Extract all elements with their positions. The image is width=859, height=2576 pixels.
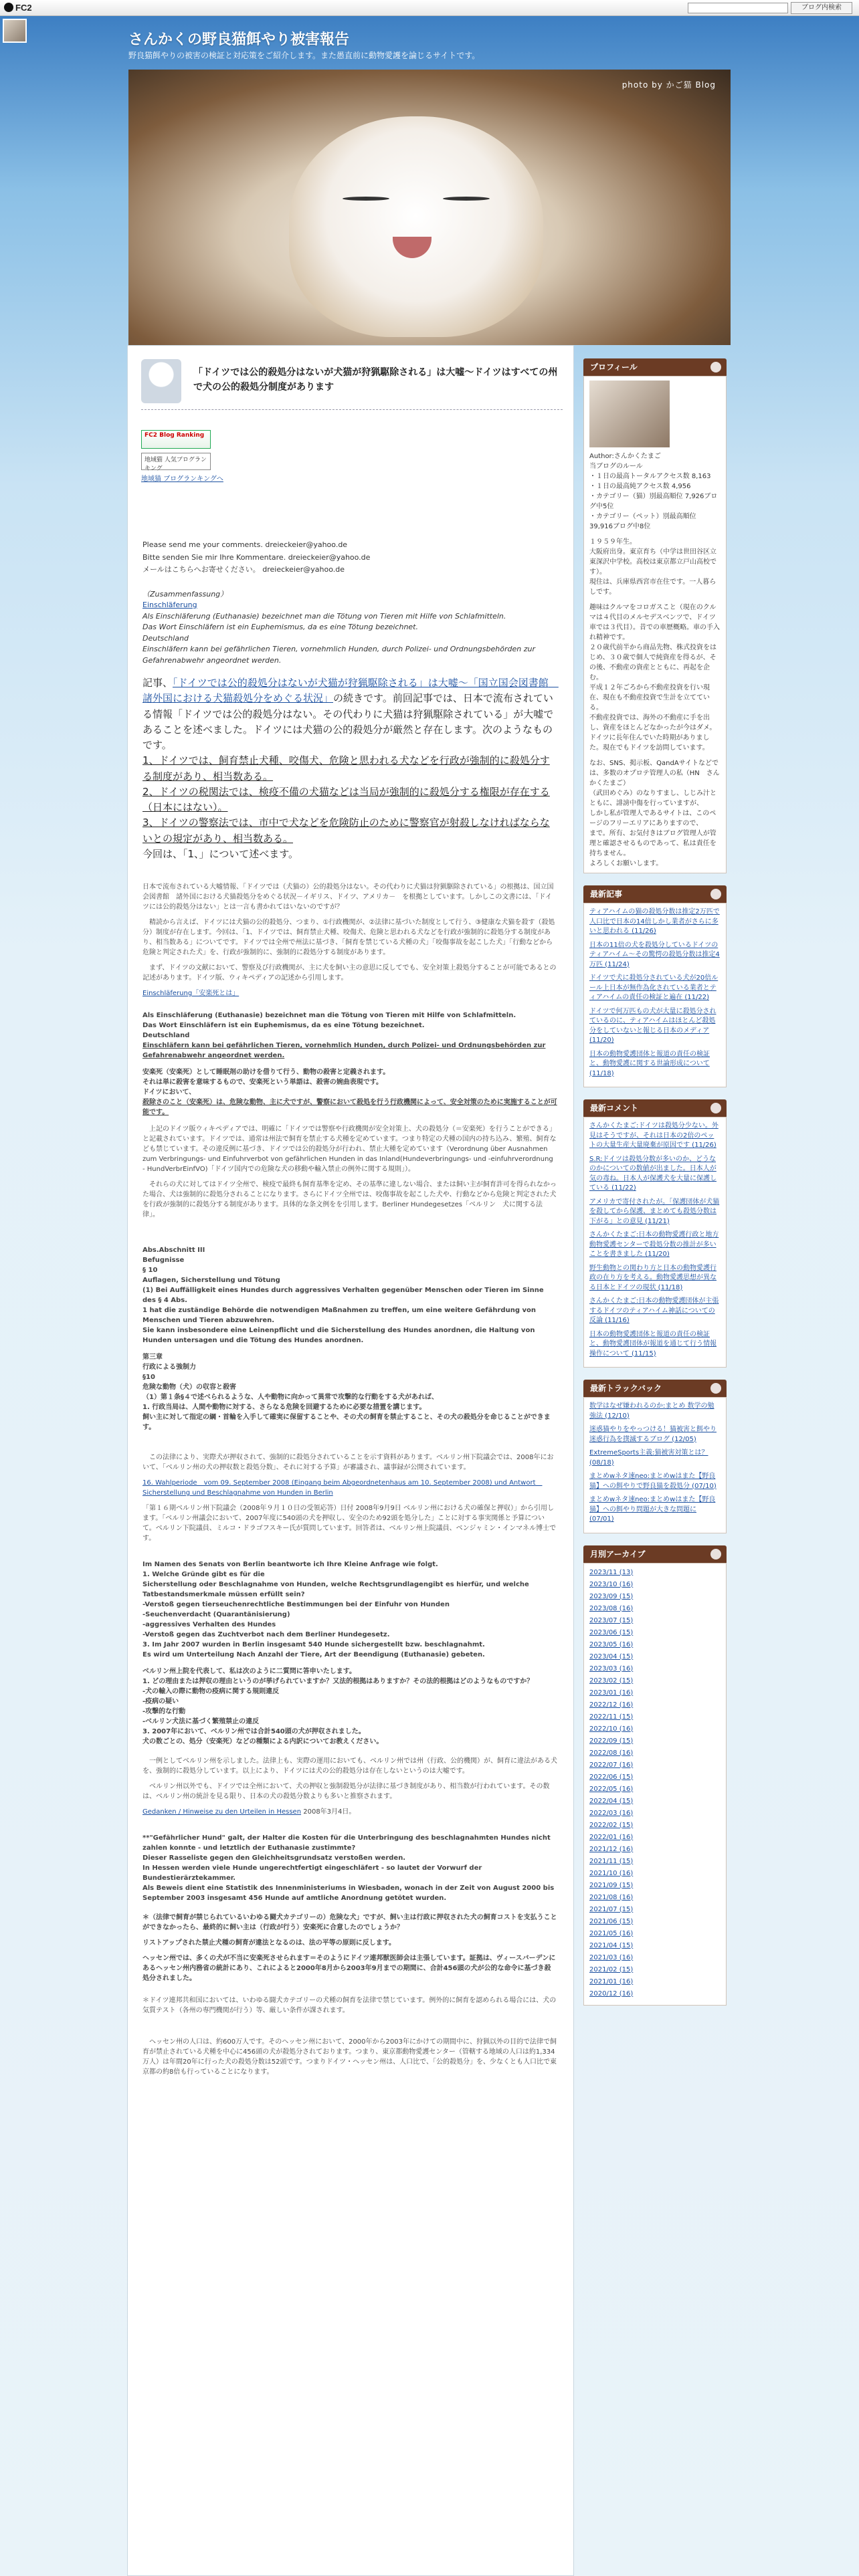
trackback-heading-text: 最新トラックバック	[590, 1384, 662, 1393]
jp-translation-2	[142, 1913, 557, 1983]
qa-line: Es wird um Unterteilung Nach Anzahl der Tiere, Art der Beendigung (Euthanasie) gebeten.	[142, 1651, 485, 1658]
recent-entry-link[interactable]: ドイツで何万匹もの犬が大量に殺処分されているのに、ティアハイムはほとんど殺処分をしていないと報じる日本のメディア (11/20)	[589, 1007, 717, 1044]
law-quote	[142, 1245, 557, 1346]
archive-month-link[interactable]: 2022/11 (15)	[589, 1713, 634, 1721]
archive-heading-text: 月別アーカイブ	[590, 1549, 646, 1559]
blog-title[interactable]: さんかくの野良猫餌やり被害報告	[128, 31, 350, 48]
fc2-ranking-badge[interactable]: FC2 Blog Ranking	[141, 430, 211, 449]
paw-icon	[710, 362, 721, 372]
cat-eye-left	[343, 197, 389, 201]
profile-line: 大阪府出身。東京育ち（中学は世田谷区立東深沢中学校。高校は東京都立戸山高校です）。	[589, 548, 717, 576]
law-jp-line: 第三章	[142, 1354, 163, 1361]
qa-line: Im Namen des Senats von Berlin beantworte ich Ihre Kleine Anfrage wie folgt.	[142, 1561, 438, 1568]
jp-section-3	[142, 1453, 557, 1543]
contact-line: Please send me your comments. dreieckeier@yahoo.de	[142, 540, 348, 549]
paw-icon	[710, 1103, 721, 1113]
profile-line: ２０歳代前半から商品先物、株式投資をはじめ、３０歳で個人で純資産を得るが、その後、不動産の資産とともに、再起を企む。	[589, 644, 717, 681]
law-line: (1) Bei Auffälligkeit eines Hundes durch aggressives Verhalten gegenüber Menschen oder Tieren im Sinne des § 4 Abs.	[142, 1287, 544, 1304]
archive-month-link[interactable]: 2023/03 (16)	[589, 1665, 634, 1673]
qa-jp-line: -ベルリン犬法に基づく繁殖禁止の違反	[142, 1718, 260, 1725]
cat-eye-right	[443, 197, 490, 201]
comment-link[interactable]: アメリカで寄付されたが。「保護団体が犬猫を殺してから保護、まとめても殺処分数は下がる」との意見 (11/21)	[589, 1198, 720, 1225]
recent-entry-link[interactable]: 日本の動物愛護団体と報道の責任の検証と、動物愛護に関する世論形成について (11/18)	[589, 1050, 710, 1077]
law-line: § 10	[142, 1267, 158, 1274]
paragraph: 日本で流布されている大嘘情報、「ドイツでは（犬猫の）公的殺処分はない。その代わりに犬猫は狩猟駆除されている」の根拠は、国立国会図書館 諸外国における犬猫殺処分をめぐる状況－イギリス、ドイツ、アメリカ－ を根拠としています。しかしこの文書には、「ドイツには公的殺処分はない」とは一言も書かれてはいないのですが？	[142, 883, 554, 911]
qa-de-block	[142, 1560, 557, 1660]
archive-month-link[interactable]: 2022/01 (16)	[589, 1833, 634, 1841]
summary-line: Einschläfern kann bei gefährlichen Tieren, vornehmlich Hunden, durch Polizei- und Ordnungsbehörden zur Gefahrenabwehr angeordnet werden.	[142, 645, 535, 665]
comment-link[interactable]: さんかくたまご:日本の動物愛護行政と地方動物愛護センターで殺処分数の推計が多いことを書きました (11/20)	[589, 1231, 719, 1258]
archive-month-link[interactable]: 2023/10 (16)	[589, 1580, 634, 1588]
archive-month-link[interactable]: 2023/07 (15)	[589, 1616, 634, 1624]
archive-month-link[interactable]: 2021/11 (15)	[589, 1857, 634, 1865]
profile-line: ・カテゴリー（ペット）別最高順位 39,916ブログ中8位	[589, 513, 696, 530]
profile-line: 平成１２年ごろから不動産投資を行い現在、現在も不動産投資で生計を立てている。	[589, 684, 710, 712]
law-jp-line: §10	[142, 1374, 155, 1381]
comment-link[interactable]: 野生動物との関わり方と日本の動物愛護行政の在り方を考える。動物愛護思想が異なる日本とドイツの現状 (11/18)	[589, 1264, 717, 1291]
archive-month-link[interactable]: 2022/06 (15)	[589, 1773, 634, 1781]
profile-text	[589, 451, 721, 869]
archive-month-link[interactable]: 2021/01 (16)	[589, 1977, 634, 1985]
sidebar	[583, 345, 727, 2576]
trackback-link[interactable]: まとめwネタ速neo:まとめwはまた【野良猫】への餌やりで野良猫を殺処分 (07/10)	[589, 1473, 717, 1490]
law-jp-line: 飼い主に対して指定の綱・首輪を入手して確実に保留することや、その犬の飼育を禁止すること、その犬の殺処分を命じることができます。	[142, 1414, 551, 1431]
blog-avatar[interactable]	[3, 19, 27, 43]
summary-link[interactable]: Einschläferung	[142, 601, 197, 609]
quote-line: Einschläfern kann bei gefährlichen Tieren, vornehmlich Hunden, durch Polizei- und Ordnungsbehörden zur Gefahrenabwehr angeordnet werden.	[142, 1042, 546, 1059]
comment-link[interactable]: 日本の動物愛護団体と報道の責任の検証と、動物愛護団体が報道を通じて行う情報操作について (11/15)	[589, 1330, 717, 1358]
translation-line: ヘッセン州では、多くの犬が不当に安楽死させられます＝そのようにドイツ連邦獣医師会は主張しています。証拠は、ヴィースバーデンにあるヘッセン州内務省の統計にあり、これによると2000年8月から2003年9月までの期間に、合計456頭の犬が公的な命令に基づき殺処分されました。	[142, 1955, 556, 1982]
archive-month-link[interactable]: 2021/09 (15)	[589, 1881, 634, 1889]
law-jp-line: 行政による強制力	[142, 1364, 196, 1371]
archive-month-link[interactable]: 2021/02 (15)	[589, 1965, 634, 1973]
archive-month-link[interactable]: 2022/09 (15)	[589, 1737, 634, 1745]
profile-line: 当ブログのルール	[589, 463, 643, 470]
qa-line: 1. Welche Gründe gibt es für die	[142, 1571, 265, 1578]
paw-icon	[710, 1549, 721, 1560]
qa-jp-line: -疫病の疑い	[142, 1698, 179, 1705]
berlin-parliament-link[interactable]: 16. Wahlperiode vom 09. September 2008 (Eingang beim Abgeordnetenhaus am 10. September 2008) und Antwort Sicherstellung und Beschlagnahme von Hunden in Berlin	[142, 1479, 543, 1497]
law-line: Befugnisse	[142, 1257, 185, 1264]
trackback-link[interactable]: ExtremeSports主義:猫被害対策とは？ (08/18)	[589, 1449, 708, 1467]
recent-entry-link[interactable]: 日本の11倍の犬を殺処分しているドイツのティアハイム～その驚愕の殺処分数は推定4万匹 (11/24)	[589, 941, 720, 968]
date-text: 2008年3月4日。	[303, 1808, 356, 1816]
translation-line: リストアップされた禁止犬種の飼育が違法となるのは、法の平等の原則に反します。	[142, 1939, 395, 1947]
profile-line	[589, 532, 721, 537]
profile-heading-text: プロフィール	[590, 362, 638, 372]
translation-line: ＊（法律で飼育が禁じられているいわゆる闘犬カテゴリーの）危険な犬」ですが、飼い主は行政に押収された犬の飼育コストを支払うことができなかったら、最終的に飼い主は（行政が行う）安楽死に合意したのでしょうか？	[142, 1914, 557, 1931]
blog-header	[127, 20, 729, 75]
trackback-link[interactable]: まとめwネタ速neo:まとめwはまた【野良猫】への餌やり問題が大きな問題に (07/01)	[589, 1496, 716, 1523]
profile-line	[589, 597, 721, 603]
intro-outro: 今回は、「1、」について述べます。	[142, 847, 299, 860]
paragraph: 精読から言えば、ドイツには犬猫の公的殺処分、つまり、①行政機関が、②法律に基づいた制度として行う、③健康な犬猫を殺す（殺処分）制度が存在します。今回は、「1、ドイツでは、飼育禁止犬種、咬傷犬、危険と思われる犬などを行政が強制的に殺処分する制度があり、相当数ある」についてです。ドイツでは全州で州法に基づき、「飼育を禁じている犬種の犬」「咬傷事故を起こした犬」「行動などから危険と判定された犬」を、行政が強制的に、強制的に殺処分する制度があります。	[142, 919, 555, 956]
paragraph: この法律により、実際犬が押収されて、強制的に殺処分されていることを示す資料があります。ベルリン州下院議会では、2008年において、「ベルリン州の犬の押収数と殺処分数」、それに対する予算」が審議され、議事録が公開されています。	[142, 1454, 554, 1471]
quote-line: **"Gefährlicher Hund" galt, der Halter die Kosten für die Unterbringung des beschlagnahmten Hundes nicht zahlen konnte - und letztlich der Euthanasie zustimmte?	[142, 1834, 551, 1852]
law-line: 1 hat die zuständige Behörde die notwendigen Maßnahmen zu treffen, um eine weitere Gefährdung von Menschen und Tieren abzuwehren.	[142, 1307, 536, 1324]
jp-translation-1	[142, 1067, 557, 1117]
comment-link[interactable]: S.R:ドイツは殺処分数が多いのか、どうなのかについての数値が出ました。日本人が気の毒ね。日本人が保護犬を大量に保護している (11/22)	[589, 1155, 717, 1192]
quote-line: Als Einschläferung (Euthanasie) bezeichnet man die Tötung von Tieren mit Hilfe von Schlafmitteln.	[142, 1012, 516, 1019]
profile-line: ドイツに長年住んでいた時期がありました。現在でもドイツを訪問しています。	[589, 734, 710, 752]
qa-line: Sicherstellung oder Beschlagnahme von Hunden, welche Rechtsgrundlagengibt es hierfür, und welche Tatbestandsmerkmale müssen erfüllt sein?	[142, 1581, 529, 1598]
contact-block	[142, 540, 557, 576]
profile-avatar[interactable]	[589, 381, 670, 447]
archive-month-link[interactable]: 2022/05 (16)	[589, 1785, 634, 1793]
archive-month-link[interactable]: 2021/05 (16)	[589, 1929, 634, 1937]
recent-entry-link[interactable]: ティアハイムの猫の殺処分数は推定2万匹で人口比で日本の14倍しかし業者がさらに多いと思われる (11/26)	[589, 908, 720, 935]
recent-trackbacks	[583, 1397, 727, 1533]
profile-box	[583, 376, 727, 873]
profile-line: ・１日の最高純アクセス数 4,956	[589, 483, 691, 490]
photo-credit[interactable]: photo by かご猫 Blog	[622, 80, 716, 90]
quote-line: Dieser Rasseliste gegen den Gleichheitsgrundsatz verstoßen werden.	[142, 1854, 406, 1862]
fc2-toolbar	[0, 0, 859, 16]
quote-line: In Hessen werden viele Hunde ungerechtfertigt eingeschläfert - so lautet der Vorwurf der Bundestierärztekammer.	[142, 1864, 482, 1882]
trackback-link[interactable]: 迷惑猫やりをやっつける！猫被害と餌やり迷惑行為を撲滅するブログ (12/05)	[589, 1426, 717, 1443]
summary-heading: （Zusammenfassung）	[142, 589, 228, 599]
intro-block	[142, 675, 557, 862]
translation-line: 安楽死（安楽死）として睡眠剤の助けを借りて行う、動物の殺害と定義されます。	[142, 1069, 390, 1076]
archive-month-link[interactable]: 2022/04 (15)	[589, 1797, 634, 1805]
law-translation	[142, 1352, 557, 1432]
archive-month-link[interactable]: 2023/01 (16)	[589, 1689, 634, 1697]
intro-text: 記事、	[142, 677, 173, 689]
trackback-heading	[583, 1380, 727, 1397]
point-3: 3、ドイツの警察法では、市中で犬などを危険防止のために警察官が射殺しなければならないとの規定があり、相当数ある。	[142, 817, 550, 845]
profile-line: （武田めぐみ）のなりすまし、しじみ汁とともに、誹謗中傷を行っていますが、	[589, 790, 717, 807]
jp-section-5	[142, 1996, 557, 2077]
archive-month-link[interactable]: 2021/03 (16)	[589, 1953, 634, 1961]
paragraph: ベルリン州以外でも、ドイツでは全州において、犬の押収と強制殺処分が法律に基づき制度があり、相当数が行われています。その数は、ベルリン州の統計を見る限り、日本の犬の殺処分数よりも多いと推察されます。	[142, 1783, 550, 1800]
qa-line: -Verstoß gegen tierseuchenrechtliche Bestimmungen bei der Einfuhr von Hunden	[142, 1601, 450, 1608]
archive-month-link[interactable]: 2023/05 (16)	[589, 1640, 634, 1648]
profile-line: 不動産投資では、海外の不動産に手を出し、資産をほとんどなかったが今はダメ。	[589, 714, 717, 732]
paragraph: ヘッセン州の人口は、約600万人です。そのヘッセン州において、2000年から2003年にかけての期間中に、狩猟以外の目的で法律で飼育が禁止されている犬種を中心に456頭の犬が殺処分されております。つまり、東京都動物愛護センター（管轄する地域の人口は約1,334万人）は年間20年に行った犬の殺処分数は52頭です。つまりドイツ・ヘッセン州は、人口比で、「公的殺処分」を、少なくとも人口比で東京都の約8倍も行っていることになります。	[142, 2038, 557, 2076]
qa-jp-line: -犬の輸入の際に動物の疫病に関する規則違反	[142, 1688, 280, 1695]
recent-entries	[583, 903, 727, 1087]
law-line: Auflagen, Sicherstellung und Tötung	[142, 1277, 280, 1284]
comment-link[interactable]: さんかくたまご:日本の動物愛護団体が主張するドイツのティアハイム神話についての反論 (11/16)	[589, 1297, 719, 1324]
archive-month-link[interactable]: 2023/06 (15)	[589, 1628, 634, 1636]
archive-month-link[interactable]: 2023/09 (15)	[589, 1592, 634, 1600]
archive-month-link[interactable]: 2021/08 (16)	[589, 1893, 634, 1901]
profile-line: １９５９年生。	[589, 538, 636, 546]
entry-icon	[141, 359, 181, 403]
profile-line: Author:さんかくたまご	[589, 453, 661, 460]
trackback-link[interactable]: 数学はなぜ嫌われるのか:まとめ 数学の勉強法 (12/10)	[589, 1402, 714, 1420]
contact-line: Bitte senden Sie mir Ihre Kommentare. dreieckeier@yahoo.de	[142, 552, 371, 562]
profile-line: 現住は、兵庫県西宮市在住です。一人暮らしです。	[589, 578, 717, 596]
quote-line: Das Wort Einschläfern ist ein Euphemismus, da es eine Tötung bezeichnet.	[142, 1022, 425, 1029]
comment-link[interactable]: さんかくたまご:ドイツは殺処分少ない。外見はそうですが、それは日本の2倍のペットの大量生産大量廃棄が原因です (11/26)	[589, 1122, 719, 1149]
recent-comments	[583, 1117, 727, 1368]
comments-heading-text: 最新コメント	[590, 1103, 639, 1113]
profile-line: しかし私が管理人であるサイトは、このページのフリーエリアにありますので、	[589, 810, 717, 827]
qa-jp-line: ベルリン州上院を代表して、私は次のように二質問に答申いたします。	[142, 1668, 356, 1675]
law-line: Sie kann insbesondere eine Leinenpflicht und die Sicherstellung des Hundes anordnen, die Haltung von Hunden untersagen und die Tötung des Hundes anordnen.	[142, 1327, 535, 1344]
qa-line: -Seuchenverdacht (Quarantänisierung)	[142, 1611, 290, 1618]
archive-month-link[interactable]: 2023/04 (15)	[589, 1652, 634, 1660]
law-line: Abs.Abschnitt III	[142, 1247, 205, 1254]
recent-entry-link[interactable]: ドイツで犬に殺処分されている犬が20倍ルール上日本が無作為化されている業者とティアハイムの責任の検証と遍在 (11/22)	[589, 974, 719, 1001]
law-jp-line: 1. 行政当局は、人間や動物に対する、さらなる危険を回避するために必要な措置を講じます。	[142, 1404, 426, 1411]
archive-month-link[interactable]: 2022/07 (16)	[589, 1761, 634, 1769]
archive-month-link[interactable]: 2021/12 (16)	[589, 1845, 634, 1853]
quote-line: Deutschland	[142, 1032, 190, 1039]
archive-month-link[interactable]: 2021/06 (15)	[589, 1917, 634, 1925]
translation-line: ドイツにおいて、	[142, 1089, 196, 1096]
summary-line: Das Wort Einschläfern ist ein Euphemismus, da es eine Tötung bezeichnet.	[142, 623, 418, 631]
paragraph: 「第１６期ベルリン州下院議会（2008年９月１０日の受領応答）日付 2008年9月9日 ベルリン州における犬の確保と押収）」から引用します。「ベルリン州議会において、2007年度に540頭の犬を押収し、安全のため92頭を処分した」ことに対する事実関係と予算について。ベルリン下院議員、ミルコ・ドラゴフスキー氏が質問しています。回答者は、ベルリン州上院議員、ベンジャミン・インマネル博士です。	[142, 1505, 557, 1542]
profile-line: 趣味はクルマをコロガスこと（現在のクルマは４代目のメルセデスベンツで、ドイツ車では３代目）。昔での車歴概略。車の手入れ精神です。	[589, 604, 720, 641]
entry-header	[141, 359, 563, 410]
contact-line: メールはこちらへお寄せください。 dreieckeier@yahoo.de	[142, 565, 345, 574]
paragraph: 一例としてベルリン州を示しました。法律上も、実際の運用においても、ベルリン州では州（行政、公的機関）が、飼育に違法がある犬を、強制的に殺処分しています。以上により、ドイツには犬の公的殺処分は存在しないというのは大嘘です。	[142, 1757, 557, 1775]
profile-line: よろしくお願いします。	[589, 860, 663, 867]
chiikineko-ranking-badge[interactable]: 地域猫 人気ブログランキング	[141, 453, 211, 470]
quote-line: Als Beweis dient eine Statistik des Innenministeriums in Wiesbaden, wonach in der Zeit von August 2000 bis September 2003 insgesamt 456 Hunde auf amtliche Anordnung getötet wurden.	[142, 1885, 555, 1902]
de-quote-2	[142, 1833, 557, 1903]
jp-section-4	[142, 1756, 557, 1817]
recent-heading	[583, 885, 727, 903]
de-quote-1	[142, 1010, 557, 1061]
qa-jp-line: 犬の数ごとの、処分（安楽死）などの種類による内訳についてお教えください。	[142, 1738, 383, 1745]
fc2-logo[interactable]: FC2	[4, 3, 32, 13]
archive-month-link[interactable]: 2021/10 (16)	[589, 1869, 634, 1877]
translation-line: 殺除さのこと（安楽死）は、危険な動物、主に犬ですが、警察において殺処を行う行政機関によって、安全対策のために実施することが可能です。	[142, 1099, 557, 1116]
ranking-link[interactable]: 地域猫 ブログランキングへ	[141, 475, 223, 483]
profile-line: なお、SNS、掲示板、QandAサイトなどでは、多数のオプロテ管理人の私（HN さんかくたまご）	[589, 760, 720, 787]
cat-photo	[289, 116, 543, 337]
law-jp-line: 危険な動物（犬）の収容と殺害	[142, 1384, 236, 1391]
archive-month-link[interactable]: 2022/10 (16)	[589, 1725, 634, 1733]
paragraph: ＊ドイツ連邦共和国においては、いわゆる闘犬カテゴリーの犬種の飼育を法律で禁じています。例外的に飼育を認められる場合には、犬の気質テスト（各州の専門機関が行う）等、厳しい条件が課されます。	[142, 1997, 557, 2014]
archive-month-link[interactable]: 2022/08 (16)	[589, 1749, 634, 1757]
hessen-ruling-link[interactable]: Gedanken / Hinweise zu den Urteilen in Hessen	[142, 1808, 302, 1816]
paw-icon	[710, 1383, 721, 1394]
point-1: 1、ドイツでは、飼育禁止犬種、咬傷犬、危険と思われる犬などを行政が強制的に殺処分する制度があり、相当数ある。	[142, 754, 550, 782]
jp-section-1	[142, 882, 557, 998]
entry-body	[142, 540, 557, 2082]
archive-heading	[583, 1545, 727, 1563]
blog-search-input[interactable]	[688, 3, 788, 13]
qa-line: -Verstoß gegen das Zuchtverbot nach dem Berliner Hundegesetz.	[142, 1631, 390, 1638]
hero-image	[128, 70, 731, 345]
archive-month-link[interactable]: 2023/11 (13)	[589, 1568, 634, 1576]
archive-month-link[interactable]: 2023/02 (15)	[589, 1677, 634, 1685]
ranking-banners	[141, 430, 255, 483]
fc2-logo-icon	[4, 3, 13, 12]
entry-title[interactable]: 「ドイツでは公的殺処分はないが犬猫が狩猟駆除される」は大嘘～ドイツはすべての州で犬の公的殺処分制度があります	[193, 367, 558, 393]
paragraph: 上記のドイツ版ウィキペディアでは、明確に「ドイツでは警察や行政機関が安全対策上、犬の殺処分（＝安楽死）を行うことができる」と記載されています。ドイツでは、通常は州法で飼育を禁止する犬種を定めています。つまり特定の犬種の国内の持ち込み、繁殖、飼育なども禁じています。その違反例に基づき、ドイツでは公的殺処分が行われ、禁止大種を定めています（Verordnung über Ausnahmen zum Verbringungs- und Einfuhrverbot von gefährlichen Hunden in das Inland(Hundeverbringungs- und -einfuhrverordnung - HundVerbrEinfVO)「ドイツ国内での危険な犬の移動や輸入禁止の例外に関する規則」）。	[142, 1125, 557, 1173]
blog-description: 野良猫餌やりの被害の検証と対応策をご紹介します。また愚直前に動物愛護を論じるサイトです。	[128, 51, 480, 60]
archive-month-link[interactable]: 2021/04 (15)	[589, 1941, 634, 1949]
main-column	[127, 345, 574, 2576]
qa-jp-block	[142, 1667, 557, 1747]
qa-jp-line: 1. どの理由または押収の理由というのが挙げられていますか？又法的根拠はありますか？その法的根拠はどのようなものですか？	[142, 1678, 534, 1685]
summary-line: Als Einschläferung (Euthanasie) bezeichnet man die Tötung von Tieren mit Hilfe von Schlafmitteln.	[142, 611, 506, 621]
archive-month-link[interactable]: 2022/02 (15)	[589, 1821, 634, 1829]
qa-line: -aggressives Verhalten des Hundes	[142, 1621, 276, 1628]
paw-icon	[710, 889, 721, 899]
profile-line: ・１日の最高トータルアクセス数 8,163	[589, 473, 711, 480]
paragraph: それらの犬に対してはドイツ全州で、検疫で最終も飼育基準を定め、その基準に違しない場合、または飼い主が飼育許可を得られなかった場合、犬は強制的に殺処分されることになります。さらにドイツ全州では、咬傷事故を起こした犬や、行動などから危険と判定された犬を行政が強制的に殺処分する制度があります。具体的な条文例をを引用します。Berliner Hundegesetzes「ベルリン 犬に関する法律」。	[142, 1181, 557, 1218]
recent-heading-text: 最新記事	[590, 889, 623, 899]
profile-line: ・カテゴリー（猫）別最高順位 7,926ブログ中5位	[589, 493, 718, 510]
translation-line: それは単に殺害を意味するもので、安楽死という単語は、殺害の婉曲表現です。	[142, 1079, 383, 1086]
monthly-archive	[583, 1563, 727, 2006]
wikipedia-link[interactable]: Einschläferung「安楽死とは」	[142, 990, 240, 997]
jp-section-2	[142, 1124, 557, 1220]
archive-month-link[interactable]: 2023/08 (16)	[589, 1604, 634, 1612]
intro-text: の続きです。前回記事では、日本で流布されている情報「ドイツでは公的殺処分はない。その代わりに犬猫は狩猟駆除されている」が大嘘であることを述べました。ドイツには犬猫の公的殺処分が厳然と存在します。次のようなものです。	[142, 692, 554, 751]
profile-heading	[583, 358, 727, 376]
point-2: 2、ドイツの税関法では、検疫不備の犬猫などは当局が強制的に殺処分する権限が存在する（日本にはない）。	[142, 785, 550, 813]
archive-month-link[interactable]: 2021/07 (15)	[589, 1905, 634, 1913]
prev-article-link[interactable]: 「ドイツでは公的殺処分はないが犬猫が狩猟駆除される」は大嘘～「国立国会図書館 諸外国における犬猫殺処分をめぐる状況」	[142, 677, 559, 705]
archive-month-link[interactable]: 2022/12 (16)	[589, 1701, 634, 1709]
qa-line: 3. Im Jahr 2007 wurden in Berlin insgesamt 540 Hunde sichergestellt bzw. beschlagnahmt.	[142, 1641, 485, 1648]
archive-month-link[interactable]: 2020/12 (16)	[589, 1990, 634, 1998]
law-jp-line: （1）第１条§４で述べられるような、人や動物に向かって異常で攻撃的な行動をする犬があれば、	[142, 1394, 438, 1401]
profile-line	[589, 753, 721, 758]
paragraph: まず、ドイツの文献において、警察及び行政機関が、主に犬を飼い主の意思に反してでも、安全対策上殺処分することが可能であるとの記述があります。ドイツ版、ウィキペディアの記述から引用します。	[142, 964, 557, 982]
summary-line: Deutschland	[142, 633, 189, 643]
qa-jp-line: -攻撃的な行動	[142, 1708, 186, 1715]
profile-line: まで。所有、お気付きはブログ管理人が管理と確認させるものであって、私は責任を持ちません。	[589, 830, 717, 857]
summary-block	[142, 589, 557, 667]
archive-month-link[interactable]: 2022/03 (16)	[589, 1809, 634, 1817]
qa-jp-line: 3. 2007年において、ベルリン州では合計540頭の犬が押収されました。	[142, 1728, 365, 1735]
blog-search-button[interactable]: ブログ内検索	[791, 2, 852, 14]
comments-heading	[583, 1099, 727, 1117]
